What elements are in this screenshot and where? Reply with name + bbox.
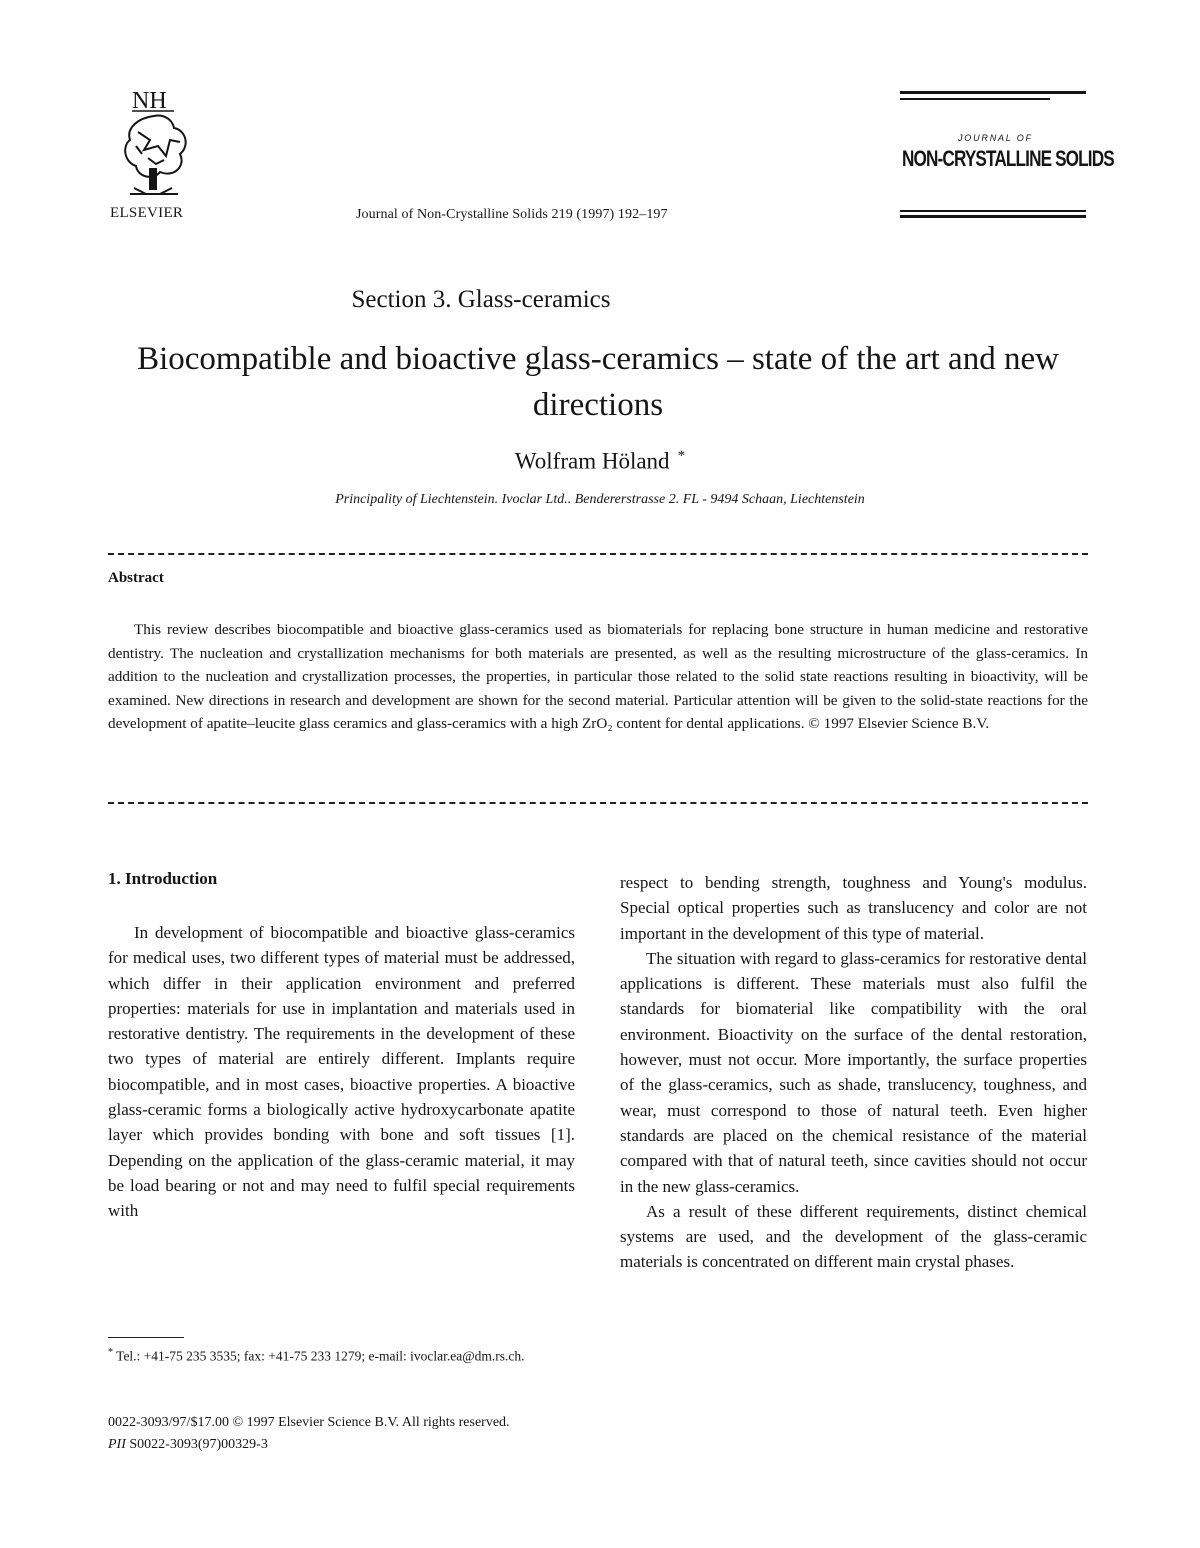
abstract-heading: Abstract [108,570,164,586]
journal-masthead [900,84,1114,224]
pii-value: S0022-3093(97)00329-3 [129,1437,268,1452]
elsevier-tree-logo [108,84,200,219]
author-name: Wolfram Höland [514,448,670,474]
abstract-body [108,618,1088,736]
left-column [108,920,575,1224]
footnote-rule [108,1337,184,1338]
pii-label: PII [108,1437,126,1452]
body-paragraph-continued: respect to bending strength, toughness and Young's modulus. Special optical properties such as translucency and color are not important in the development of this type of material. [620,873,1087,943]
pii-line [108,1434,268,1456]
journal-name: NON-CRYSTALLINE SOLIDS [902,146,1114,171]
body-paragraph: As a result of these different requirements, distinct chemical systems are used, and the development of the glass-ceramic materials is concentrated on different main crystal phases. [620,1201,1087,1272]
author-line [0,448,1200,475]
section-heading: Section 3. Glass-ceramics [351,286,611,313]
divider [108,553,1088,555]
journal-kicker: JOURNAL OF [958,133,1033,143]
masthead-rule [900,91,1086,94]
footnote-mark: * [108,1347,113,1358]
article-title: Biocompatible and bioactive glass-ceramics – state of the art and new directions [137,341,1059,423]
publisher-name: ELSEVIER [110,205,184,221]
right-column [620,870,1087,1275]
section-1-heading: 1. Introduction [108,869,218,888]
body-paragraph: In development of biocompatible and bioactive glass-ceramics for medical uses, two different types of material must be addressed, which differ in their application environment and preferred properties: materials for use in implantation and materials used in restorative dentistry. The requirements in the development of these two types of material are entirely different. Implants require biocompatible, and in most cases, bioactive properties. A bioactive glass-ceramic forms a biologically active hydroxycarbonate apatite layer which provides bonding with bone and soft tissues [1]. Depending on the application of the glass-ceramic material, it may be load bearing or not and may need to fulfil special requirements with [108,923,575,1221]
footnote-text: Tel.: +41-75 235 3535; fax: +41-75 233 1279; e-mail: ivoclar.ea@dm.rs.ch. [116,1348,525,1364]
copyright-line: 0022-3093/97/$17.00 © 1997 Elsevier Science B.V. All rights reserved. [108,1415,510,1430]
logo-letters: NH [132,88,167,114]
author-footnote-mark: * [677,448,686,464]
abstract-paragraph: This review describes biocompatible and bioactive glass-ceramics used as biomaterials for replacing bone structure in human medicine and restorative dentistry. The nucleation and crystallization mechanisms for both materials are presented, as well as the resulting microstructure of the glass-ceramics. In addition to the nucleation and crystallization processes, the properties, in particular those related to the solid state reactions resulting in bioactivity, will be examined. New directions in research and development are shown for the second material. Particular attention will be given to the solid-state reactions for the development of apatite–leucite glass ceramics and glass-ceramics with a high ZrO₂ content for dental applications. © 1997 Elsevier Science B.V. [108,621,1088,732]
masthead-rule [900,210,1086,212]
masthead-rule [900,215,1086,218]
journal-citation: Journal of Non-Crystalline Solids 219 (1997) 192–197 [356,207,668,222]
body-paragraph: The situation with regard to glass-ceramics for restorative dental applications is different. These materials must also fulfil the standards for biomaterial like compatibility with the oral environment. Bioactivity on the surface of the dental restoration, however, must not occur. More importantly, the surface properties of the glass-ceramics, such as shade, translucency, toughness, and wear, must correspond to those of natural teeth. Even higher standards are placed on the chemical resistance of the material compared with that of natural teeth, since cavities should not occur in the new glass-ceramics. [620,948,1087,1196]
author-footnote [108,1342,575,1368]
divider [108,802,1088,804]
author-affiliation: Principality of Liechtenstein. Ivoclar Ltd.. Bendererstrasse 2. FL - 9494 Schaan, Liechtenstein [335,492,865,507]
masthead-rule [900,98,1050,100]
